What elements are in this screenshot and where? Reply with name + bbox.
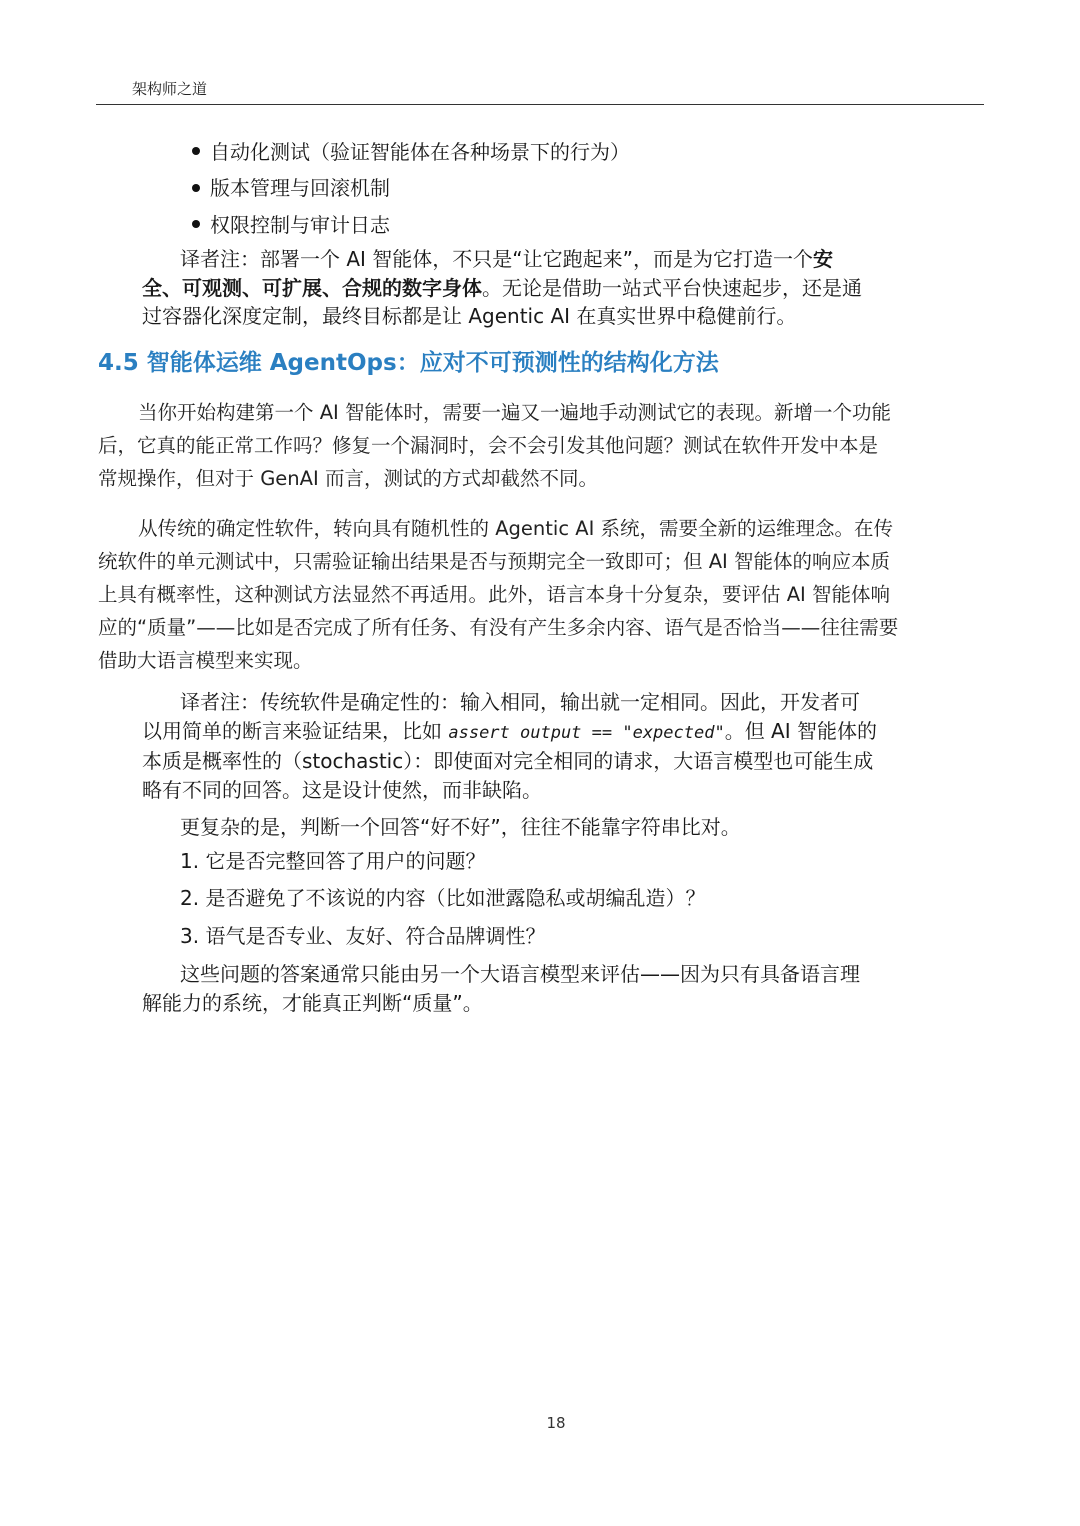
page-number: 18 <box>546 1414 566 1432</box>
note1-line2-bold: 全、可观测、可扩展、合规的数字身体 <box>142 275 482 300</box>
bullet-item <box>192 132 630 169</box>
closing-paragraph <box>142 960 942 1017</box>
note2-line1: 译者注：传统软件是确定性的：输入相同，输出就一定相同。因此，开发者可 <box>180 690 860 714</box>
note2-line3: 本质是概率性的（stochastic）：即使面对完全相同的请求，大语言模型也可能生成 <box>142 749 874 773</box>
bullet-item <box>192 205 630 242</box>
bullet-text: 自动化测试（验证智能体在各种场景下的行为） <box>210 139 630 164</box>
bullet-list <box>192 132 630 242</box>
bullet-dot-icon <box>192 184 200 192</box>
section-heading: 4.5 智能体运维 AgentOps：应对不可预测性的结构化方法 <box>98 350 719 376</box>
bullet-dot-icon <box>192 220 200 228</box>
page-header <box>96 76 984 105</box>
code-snippet: assert output == "expected" <box>448 722 725 743</box>
bullet-text: 权限控制与审计日志 <box>210 212 390 237</box>
para1-line3: 常规操作，但对于 GenAI 而言，测试的方式却截然不同。 <box>98 467 598 490</box>
para2-line5: 借助大语言模型来实现。 <box>98 649 313 672</box>
note1-bold1: 安 <box>813 247 834 271</box>
note1-line3: 过容器化深度定制，最终目标都是让 Agentic AI 在真实世界中稳健前行。 <box>142 304 797 328</box>
paragraph-1 <box>98 396 984 495</box>
para2-line3: 上具有概率性，这种测试方法显然不再适用。此外，语言本身十分复杂，要评估 AI 智能体响 <box>98 583 890 606</box>
question-item: 2. 是否避免了不该说的内容（比如泄露隐私或胡编乱造）？ <box>180 886 706 910</box>
closing-line2: 解能力的系统，才能真正判断“质量”。 <box>142 990 483 1015</box>
note2-line2-post: 。但 AI 智能体的 <box>724 718 877 743</box>
closing-line1: 这些问题的答案通常只能由另一个大语言模型来评估——因为只有具备语言理 <box>180 962 860 986</box>
header-title: 架构师之道 <box>132 80 208 98</box>
bullet-item <box>192 169 630 206</box>
translator-note-2 <box>142 688 942 842</box>
note2-line2-pre: 以用简单的断言来验证结果，比如 <box>142 718 449 743</box>
translator-note-1 <box>142 245 942 331</box>
para1-line2: 后，它真的能正常工作吗？修复一个漏洞时，会不会引发其他问题？测试在软件开发中本是 <box>98 434 879 457</box>
note1-line2-rest: 。无论是借助一站式平台快速起步，还是通 <box>482 275 862 300</box>
bullet-text: 版本管理与回滚机制 <box>210 176 390 201</box>
question-item: 1. 它是否完整回答了用户的问题？ <box>180 849 486 873</box>
para2-line4: 应的“质量”——比如是否完成了所有任务、有没有产生多余内容、语气是否恰当——往往需要 <box>98 616 899 639</box>
para2-line2: 统软件的单元测试中，只需验证输出结果是否与预期完全一致即可；但 AI 智能体的响应本质 <box>98 550 890 573</box>
note2-line5: 更复杂的是，判断一个回答“好不好”，往往不能靠字符串比对。 <box>180 815 741 839</box>
para2-line1: 从传统的确定性软件，转向具有随机性的 Agentic AI 系统，需要全新的运维理念。在传 <box>138 517 894 540</box>
para1-line1: 当你开始构建第一个 AI 智能体时，需要一遍又一遍地手动测试它的表现。新增一个功能 <box>138 401 891 424</box>
note2-line4: 略有不同的回答。这是设计使然，而非缺陷。 <box>142 777 542 802</box>
question-item: 3. 语气是否专业、友好、符合品牌调性？ <box>180 924 546 948</box>
note1-line1: 译者注：部署一个 AI 智能体，不只是“让它跑起来”，而是为它打造一个 <box>180 247 814 271</box>
bullet-dot-icon <box>192 147 200 155</box>
paragraph-2 <box>98 512 984 677</box>
